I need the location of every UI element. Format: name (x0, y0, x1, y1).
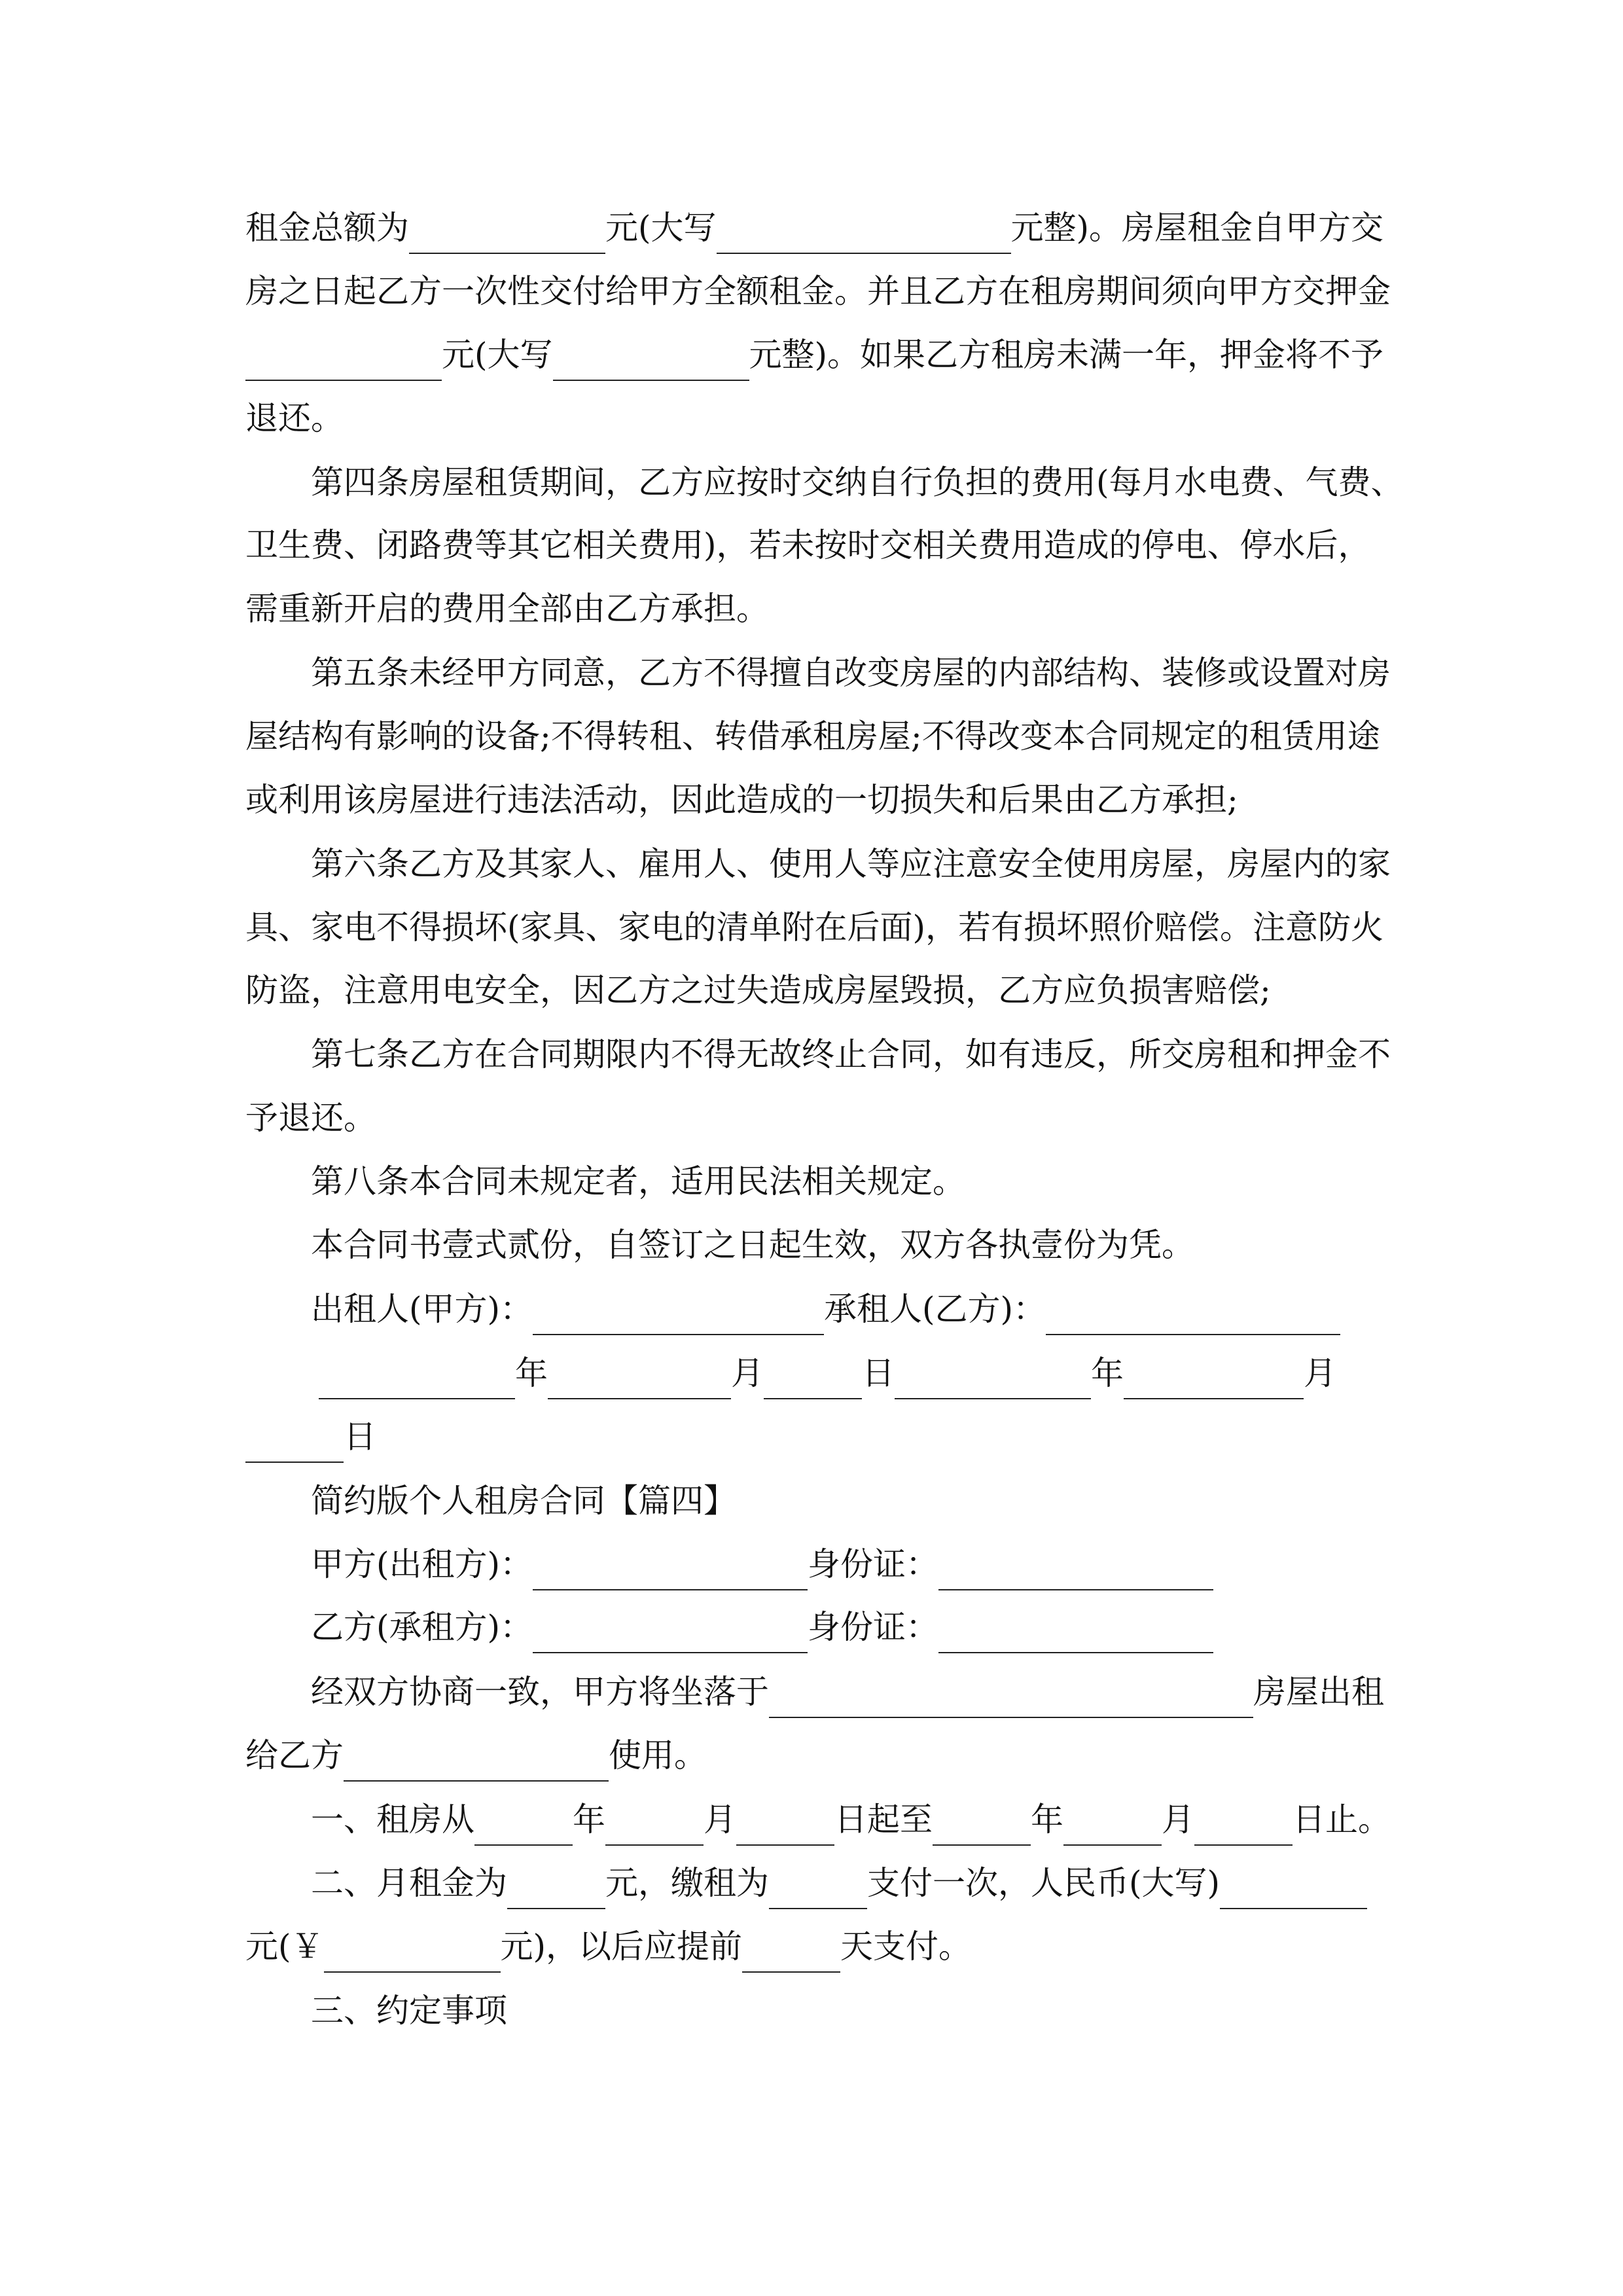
deposit-blank (245, 339, 442, 381)
clause6-line-2: 具、家电不得损坏(家具、家电的清单附在后面)，若有损坏照价赔偿。注意防火 (245, 908, 1384, 946)
property-location-blank (769, 1676, 1253, 1718)
rental-term-line: 一、租房从 年 月 日起至 年 月 日止。 (311, 1793, 1453, 1846)
clause6-line-3: 防盗，注意用电安全，因乙方之过失造成房屋毁损，乙方应负损害赔偿; (245, 971, 1271, 1009)
date-blank (1124, 1357, 1304, 1399)
signature-line: 出租人(甲方)： 承租人(乙方)： (311, 1283, 1453, 1335)
date-blank (764, 1357, 862, 1399)
signature-dates-line: 年 月 日 年 月 (319, 1347, 1461, 1399)
clause5-line-1: 第五条未经甲方同意，乙方不得擅自改变房屋的内部结构、装修或设置对房 (311, 654, 1391, 692)
total-rent-words-blank (717, 212, 1011, 254)
term-blank (1194, 1804, 1293, 1846)
rent-amount-blank (507, 1867, 605, 1909)
party-b-name-blank (533, 1611, 808, 1653)
section4-title: 简约版个人租房合同【篇四】 (311, 1482, 736, 1520)
rent-words-blank (1220, 1867, 1367, 1909)
deposit-words-blank (553, 339, 749, 381)
copies-clause: 本合同书壹式贰份，自签订之日起生效，双方各执壹份为凭。 (311, 1226, 1194, 1264)
date-blank (319, 1357, 515, 1399)
clause7-line-1: 第七条乙方在合同期限内不得无故终止合同，如有违反，所交房租和押金不 (311, 1035, 1391, 1073)
lessor-signature-blank (533, 1293, 824, 1335)
clause7-line-2: 予退还。 (245, 1099, 376, 1137)
total-rent-blank (409, 212, 605, 254)
party-a-line: 甲方(出租方)： 身份证： (311, 1538, 1453, 1590)
party-b-id-blank (938, 1611, 1213, 1653)
clause3-line-1: 租金总额为 元(大写 元整)。房屋租金自甲方交 (245, 202, 1387, 254)
party-a-name-blank (533, 1549, 808, 1590)
clause4-line-1: 第四条房屋租赁期间，乙方应按时交纳自行负担的费用(每月水电费、气费、 (311, 463, 1404, 501)
term-blank (1063, 1804, 1162, 1846)
advance-days-blank (742, 1931, 840, 1973)
monthly-rent-line-1: 二、月租金为 元，缴租为 支付一次，人民币(大写) (311, 1857, 1453, 1909)
clause5-line-3: 或利用该房屋进行违法活动，因此造成的一切损失和后果由乙方承担; (245, 781, 1238, 819)
signature-day-line: 日 (245, 1410, 1387, 1463)
agreed-items-heading: 三、约定事项 (311, 1992, 507, 2030)
usage-blank (344, 1740, 609, 1782)
agreement-line-2: 给乙方 使用。 (245, 1729, 1387, 1782)
clause6-line-1: 第六条乙方及其家人、雇用人、使用人等应注意安全使用房屋，房屋内的家 (311, 845, 1391, 883)
clause3-line-4: 退还。 (245, 399, 344, 437)
agreement-line-1: 经双方协商一致，甲方将坐落于 房屋出租 (311, 1666, 1453, 1718)
date-blank (895, 1357, 1091, 1399)
clause4-line-3: 需重新开启的费用全部由乙方承担。 (245, 590, 769, 628)
payment-period-blank (769, 1867, 867, 1909)
date-blank (245, 1421, 344, 1463)
clause3-line-3: 元(大写 元整)。如果乙方租房未满一年，押金将不予 (245, 329, 1387, 381)
party-b-line: 乙方(承租方)： 身份证： (311, 1601, 1453, 1653)
party-a-id-blank (938, 1549, 1213, 1590)
monthly-rent-line-2: 元(￥ 元)，以后应提前 天支付。 (245, 1920, 1387, 1973)
clause4-line-2: 卫生费、闭路费等其它相关费用)，若未按时交相关费用造成的停电、停水后， (245, 526, 1371, 564)
term-blank (605, 1804, 704, 1846)
rent-number-blank (324, 1931, 501, 1973)
term-blank (474, 1804, 573, 1846)
lessee-signature-blank (1046, 1293, 1340, 1335)
clause8: 第八条本合同未规定者，适用民法相关规定。 (311, 1162, 965, 1200)
clause5-line-2: 屋结构有影响的设备;不得转租、转借承租房屋;不得改变本合同规定的租赁用途 (245, 717, 1380, 755)
date-blank (548, 1357, 731, 1399)
term-blank (933, 1804, 1031, 1846)
clause3-line-2: 房之日起乙方一次性交付给甲方全额租金。并且乙方在租房期间须向甲方交押金 (245, 272, 1391, 310)
term-blank (736, 1804, 834, 1846)
